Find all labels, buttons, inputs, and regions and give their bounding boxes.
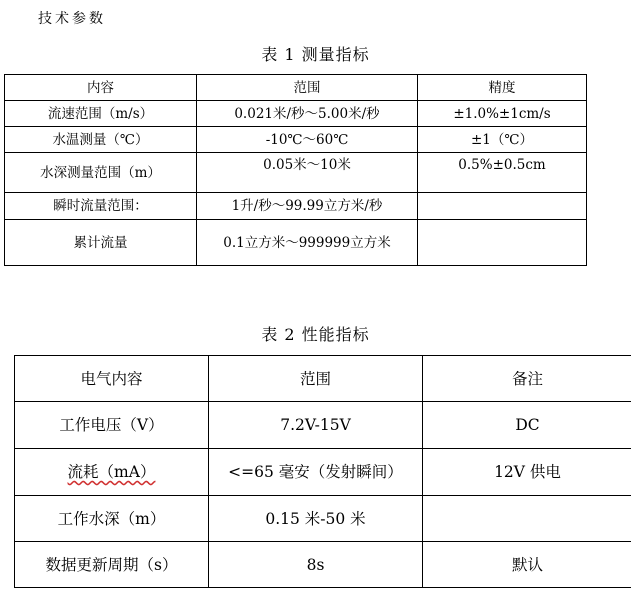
table1-caption: 表 1 测量指标 <box>261 45 370 64</box>
table-cell: DC <box>423 402 631 449</box>
table-cell: 0.021米/秒～5.00米/秒 <box>197 101 418 127</box>
performance-spec-table <box>14 355 631 588</box>
table-header-row <box>15 356 631 402</box>
table-cell: 工作电压（V） <box>15 402 209 449</box>
table-cell: -10℃～60℃ <box>197 127 418 153</box>
table-cell: 0.05米～10米 <box>197 153 418 193</box>
table-row <box>15 402 631 449</box>
table-cell: 12V 供电 <box>423 449 631 496</box>
table-header-row <box>5 75 587 101</box>
table-cell <box>423 496 631 542</box>
header-cell-range: 范围 <box>197 75 418 101</box>
table-row <box>15 496 631 542</box>
table-cell: 瞬时流量范围： <box>5 193 197 220</box>
table-cell: 7.2V-15V <box>209 402 423 449</box>
wavy-underlined-text: 流耗（mA） <box>67 463 156 481</box>
table-row <box>5 101 587 127</box>
header-cell-remarks: 备注 <box>423 356 631 402</box>
table-cell: ±1.0%±1cm/s <box>418 101 587 127</box>
table-cell: 0.1立方米～999999立方米 <box>197 220 418 266</box>
table-cell: 0.5%±0.5cm <box>418 153 587 193</box>
table-cell: 1升/秒～99.99立方米/秒 <box>197 193 418 220</box>
header-cell-electrical: 电气内容 <box>15 356 209 402</box>
measurement-spec-table <box>4 74 587 266</box>
table-cell <box>15 449 209 496</box>
table-cell: 0.15 米-50 米 <box>209 496 423 542</box>
table-cell: 数据更新周期（s） <box>15 542 209 588</box>
table-cell: 8s <box>209 542 423 588</box>
table-cell: 水深测量范围（m） <box>5 153 197 193</box>
header-cell-range: 范围 <box>209 356 423 402</box>
table-row <box>5 153 587 193</box>
table-row <box>5 193 587 220</box>
table-cell <box>418 193 587 220</box>
table-cell: ±1（℃） <box>418 127 587 153</box>
table-row <box>15 449 631 496</box>
table-cell: 水温测量（℃） <box>5 127 197 153</box>
table-row <box>5 127 587 153</box>
section-heading: 技术参数 <box>38 11 106 27</box>
table-cell: 默认 <box>423 542 631 588</box>
table-row <box>5 220 587 266</box>
header-cell-content: 内容 <box>5 75 197 101</box>
header-cell-precision: 精度 <box>418 75 587 101</box>
table-cell: 工作水深（m） <box>15 496 209 542</box>
table2-caption: 表 2 性能指标 <box>261 325 370 344</box>
table-cell: 流速范围（m/s） <box>5 101 197 127</box>
table-cell: <=65 毫安（发射瞬间） <box>209 449 423 496</box>
table-row <box>15 542 631 588</box>
table-cell: 累计流量 <box>5 220 197 266</box>
table-cell <box>418 220 587 266</box>
